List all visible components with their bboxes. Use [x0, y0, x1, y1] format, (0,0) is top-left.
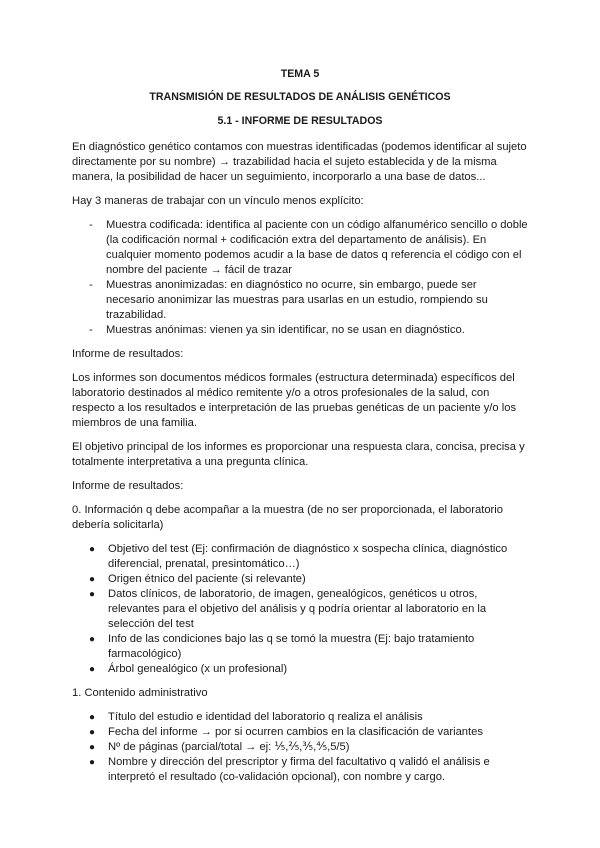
dash-marker: -	[89, 324, 93, 336]
admin-heading: 1. Contenido administrativo	[72, 687, 208, 699]
list-item	[72, 278, 528, 323]
report-objective-paragraph: El objetivo principal de los informes es proporcionar una respuesta clara, concisa, precisa y totalmente interpretativa a una pregunta clínica.	[72, 441, 525, 468]
sample-types-list	[72, 218, 528, 338]
section-heading: 5.1 - INFORME DE RESULTADOS	[217, 115, 383, 127]
list-item-text: Árbol genealógico (x un profesional)	[108, 663, 288, 675]
list-item-text: Muestra codificada: identifica al paciente con un código alfanumérico sencillo o doble (la codificación normal + codificación extra del departamento de análisis). En cualquier momento podemos acudir a la base de datos q referencia el código con el nombre del paciente → fácil de trazar	[106, 219, 528, 276]
report-definition-paragraph: Los informes son documentos médicos formales (estructura determinada) específicos del laboratorio destinados al médico remitente y/o a otros profesionales de la salud, con respecto a los resultados e interpretación de las pruebas genéticas de un paciente y/o los miembros de una familia.	[72, 372, 517, 429]
list-item-text: Muestras anónimas: vienen ya sin identificar, no se usan en diagnóstico.	[106, 324, 465, 336]
bullet-icon: ●	[89, 742, 96, 753]
list-item	[72, 542, 528, 572]
list-item	[72, 587, 528, 632]
list-item	[72, 632, 528, 662]
list-item-text: Nº de páginas (parcial/total → ej: ⅕,⅖,⅗,⅘,5/5)	[108, 741, 350, 753]
bullet-icon: ●	[89, 757, 96, 768]
list-item-text: Nombre y dirección del prescriptor y firma del facultativo q validó el análisis e interpretó el resultado (co-validación opcional), con nombre y cargo.	[108, 756, 490, 783]
list-item-text: Objetivo del test (Ej: confirmación de diagnóstico x sospecha clínica, diagnóstico diferencial, prenatal, presintomático…)	[108, 543, 508, 570]
list-item	[72, 740, 528, 755]
bullet-icon: ●	[89, 664, 96, 675]
list-item	[72, 755, 528, 785]
ways-intro-paragraph: Hay 3 maneras de trabajar con un vínculo menos explícito:	[72, 195, 364, 207]
bullet-icon: ●	[89, 712, 96, 723]
list-item-text: Título del estudio e identidad del laboratorio q realiza el análisis	[108, 711, 423, 723]
report-label-2: Informe de resultados:	[72, 480, 184, 492]
bullet-icon: ●	[89, 589, 96, 600]
sample-info-list	[72, 542, 528, 677]
document-title: TRANSMISIÓN DE RESULTADOS DE ANÁLISIS GENÉTICOS	[149, 91, 451, 103]
list-item	[72, 323, 528, 338]
bullet-icon: ●	[89, 727, 96, 738]
bullet-icon: ●	[89, 634, 96, 645]
list-item-text: Fecha del informe → por si ocurren cambios en la clasificación de variantes	[108, 726, 483, 738]
list-item	[72, 725, 528, 740]
list-item	[72, 710, 528, 725]
bullet-icon: ●	[89, 544, 96, 555]
dash-marker: -	[89, 279, 93, 291]
intro-paragraph: En diagnóstico genético contamos con muestras identificadas (podemos identificar al sujeto directamente por su nombre) → trazabilidad hacia el sujeto establecida y de la misma manera, la posibilidad de hacer un seguimiento, incorporarlo a una base de datos...	[72, 141, 527, 183]
sample-info-heading: 0. Información q debe acompañar a la muestra (de no ser proporcionada, el laboratorio debería solicitarla)	[72, 504, 503, 531]
list-item-text: Datos clínicos, de laboratorio, de imagen, genealógicos, genéticos u otros, relevantes para el objetivo del análisis y q podría orientar al laboratorio en la selección del test	[108, 588, 487, 630]
list-item	[72, 218, 528, 278]
bullet-icon: ●	[89, 574, 96, 585]
document-body	[72, 67, 528, 785]
list-item-text: Info de las condiciones bajo las q se tomó la muestra (Ej: bajo tratamiento farmacológico)	[108, 633, 475, 660]
list-item	[72, 662, 528, 677]
list-item	[72, 572, 528, 587]
report-label: Informe de resultados:	[72, 348, 184, 360]
dash-marker: -	[89, 219, 93, 231]
tema-heading: TEMA 5	[280, 68, 320, 80]
list-item-text: Origen étnico del paciente (si relevante)	[108, 573, 306, 585]
list-item-text: Muestras anonimizadas: en diagnóstico no ocurre, sin embargo, puede ser necesario anonimizar las muestras para usarlas en un estudio, rompiendo su trazabilidad.	[106, 279, 488, 321]
admin-content-list	[72, 710, 528, 785]
